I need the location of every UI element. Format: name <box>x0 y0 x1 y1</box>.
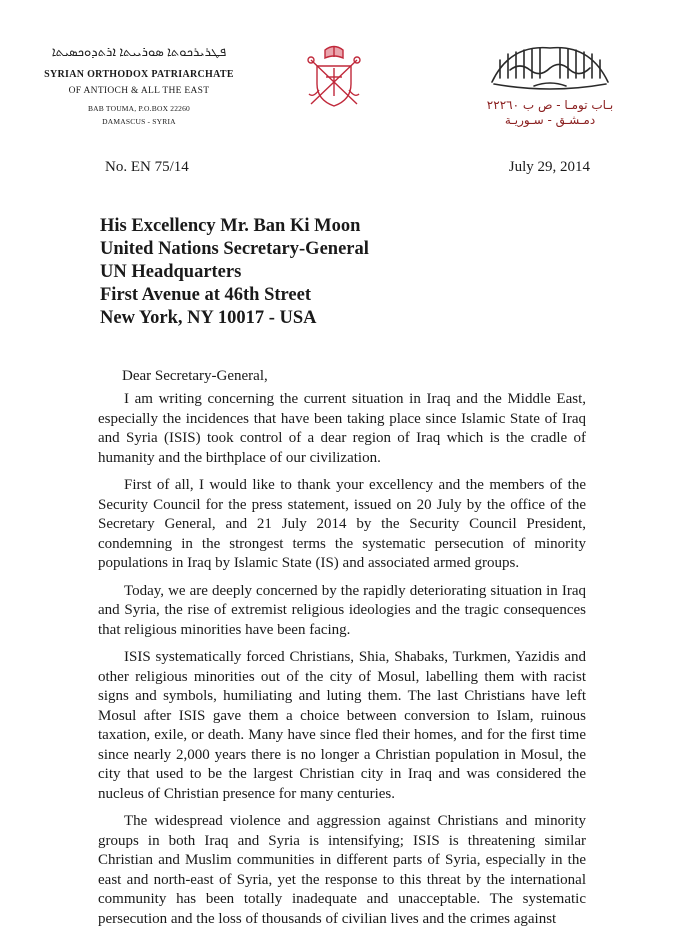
recipient-title: United Nations Secretary-General <box>100 239 369 259</box>
paragraph: I am writing concerning the current situation in Iraq and the Middle East, especially the incidences that have been taking place since Islamic State of Iraq and Syria (ISIS) took control of a dear region of Iraq which is the cradle of humanity and the birthplace of our civilization. <box>98 391 586 466</box>
letterhead-right <box>480 38 620 128</box>
recipient-address <box>100 215 369 330</box>
letter-date: July 29, 2014 <box>508 159 590 175</box>
paragraph: ISIS systematically forced Christians, Shia, Shabaks, Turkmen, Yazidis and other religious minorities out of the city of Mosul, labelling them with racist signs and symbols, humiliating and luting them. The last Christians have left Mosul after ISIS gave them a choice between conversion to Islam, ruinous taxation, exile, or death. Many have since fled their homes, and for the first time since nearly 2,000 years there is no longer a Christian population in Mosul, the city that used to be the largest Christian city in Iraq and was considered the nucleus of Christian presence for many centuries. <box>98 649 586 802</box>
city-country: DAMASCUS - SYRIA <box>102 117 176 126</box>
arabic-city: دمـشـق - سـوريـة <box>504 113 596 127</box>
paragraph: First of all, I would like to thank your excellency and the members of the Security Council for the press statement, issued on 20 July by the office of the Secretary General, and 21 July 2014 by the Security Council President, condemning in the strongest terms the systematic persecution of minority populations in Iraq by Islamic State (IS) and associated armed groups. <box>98 477 586 571</box>
letter-body <box>98 390 586 929</box>
letterhead-left <box>34 44 244 127</box>
organization-name: SYRIAN ORTHODOX PATRIARCHATE <box>44 69 234 80</box>
recipient-office: UN Headquarters <box>100 262 242 282</box>
recipient-name: His Excellency Mr. Ban Ki Moon <box>100 216 361 236</box>
recipient-street: First Avenue at 46th Street <box>100 285 311 305</box>
syriac-title: ܦܛܪܝܪܟܘܬܐ ܣܘܪܝܝܬܐ ܐܪܬܕܘܟܣܝܬܐ <box>51 44 227 59</box>
salutation: Dear Secretary-General, <box>122 368 268 384</box>
organization-subtitle: OF ANTIOCH & ALL THE EAST <box>68 86 210 96</box>
patriarchate-emblem-icon <box>305 44 363 110</box>
postal-address: BAB TOUMA, P.O.BOX 22260 <box>87 104 191 113</box>
arabic-calligraphy-logo-icon <box>480 38 620 94</box>
recipient-city: New York, NY 10017 - USA <box>100 308 317 328</box>
paragraph: The widespread violence and aggression against Christians and minority groups in both Iraq and Syria is intensifying; ISIS is threatening similar Christian and Muslim communities in different parts of Syria, especially in the east and north-east of Syria, yet the response to this threat by the international community has been totally inadequate and unacceptable. The systematic persecution and the loss of thousands of civilian lives and the crimes against <box>98 813 586 927</box>
arabic-address: بـاب تومـا - ص ب ٢٢٢٦٠ <box>486 98 614 112</box>
paragraph: Today, we are deeply concerned by the rapidly deteriorating situation in Iraq and Syria, the rise of extremist religious ideologies and the tragic consequences that religious minorities have been facing. <box>98 582 586 638</box>
reference-number: No. EN 75/14 <box>105 159 189 175</box>
